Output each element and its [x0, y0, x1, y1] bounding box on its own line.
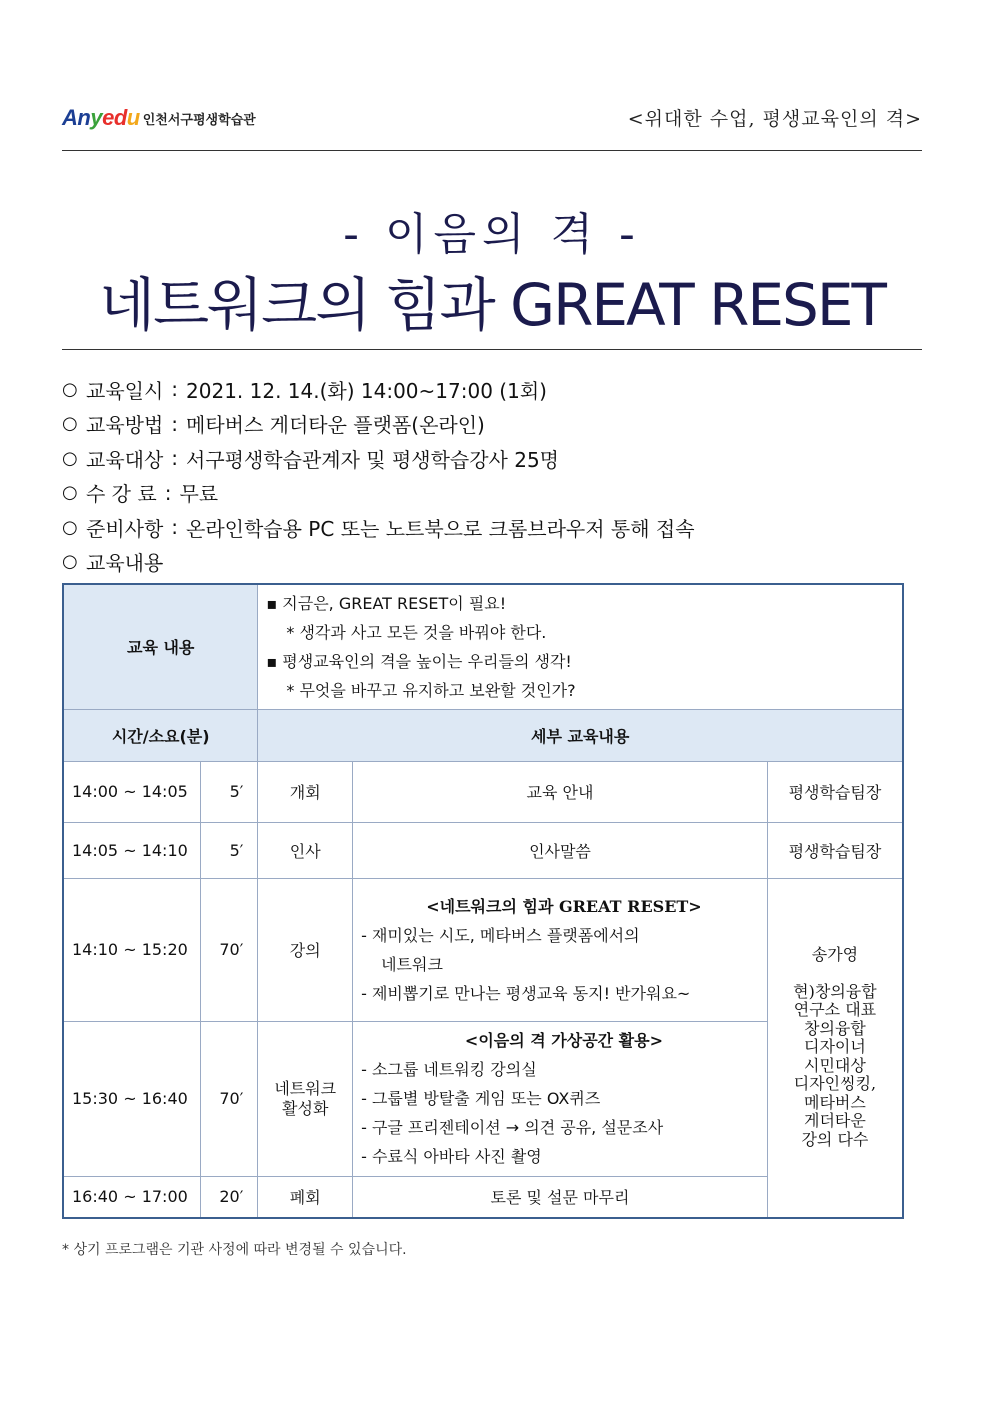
circle-bullet-icon: ○: [62, 447, 78, 469]
detail-cell: <네트워크의 힘과 GREAT RESET> - 재미있는 시도, 메타버스 플랫폼에서의 네트워크 - 제비뽑기로 만나는 평생교육 동지! 반가워요~: [353, 878, 768, 1021]
info-item-content: ○ 교육내용: [62, 551, 164, 576]
time-cell: 14:10 ~ 15:20: [63, 878, 201, 1021]
content-header: 교육 내용: [63, 584, 258, 709]
circle-bullet-icon: ○: [62, 551, 78, 573]
time-header: 시간/소요(분): [63, 709, 258, 761]
person-cell: 평생학습팀장: [767, 822, 903, 878]
info-item-prep: ○ 준비사항 : 온라인학습용 PC 또는 노트북으로 크롬브라우저 통해 접속: [62, 515, 695, 541]
speaker-cell: 송가영 현)창의융합 연구소 대표 창의융합 디자이너 시민대상 디자인씽킹, 메타버스 게더타운 강의 다수: [767, 878, 903, 1218]
table-row: [63, 584, 903, 709]
schedule-table: [62, 583, 904, 1219]
type-cell: 강의: [258, 878, 353, 1021]
time-cell: 16:40 ~ 17:00: [63, 1176, 201, 1218]
slogan: <위대한 수업, 평생교육인의 격>: [627, 108, 922, 130]
table-row: [63, 878, 903, 1021]
info-item-date: ○ 교육일시 : 2021. 12. 14.(화) 14:00~17:00 (1회): [62, 377, 547, 403]
detail-title: <이음의 격 가상공간 활용>: [464, 1031, 664, 1050]
minutes-cell: 70′: [201, 878, 258, 1021]
minutes-cell: 20′: [201, 1176, 258, 1218]
title-line-2: 네트워크의 힘과 GREAT RESET: [99, 271, 885, 339]
info-item-target: ○ 교육대상 : 서구평생학습관계자 및 평생학습강사 25명: [62, 446, 559, 472]
type-cell: 폐회: [258, 1176, 353, 1218]
detail-cell: <이음의 격 가상공간 활용> - 소그룹 네트워킹 강의실 - 그룹별 방탈출 게임 또는 OX퀴즈 - 구글 프리젠테이션 → 의견 공유, 설문조사 - 수료식 아바타 사진 촬영: [353, 1021, 768, 1176]
table-row: [63, 822, 903, 878]
detail-header: 세부 교육내용: [258, 709, 903, 761]
time-cell: 14:05 ~ 14:10: [63, 822, 201, 878]
minutes-cell: 70′: [201, 1021, 258, 1176]
type-cell: 인사: [258, 822, 353, 878]
table-header-row: [63, 709, 903, 761]
circle-bullet-icon: ○: [62, 378, 78, 400]
header-divider: [62, 150, 922, 151]
person-cell: 평생학습팀장: [767, 761, 903, 822]
logo-org-name: 인천서구평생학습관: [142, 113, 256, 128]
title-line-1: - 이음의 격 -: [343, 209, 641, 260]
speaker-name: 송가영: [811, 945, 859, 965]
info-item-method: ○ 교육방법 : 메타버스 게더타운 플랫폼(온라인): [62, 411, 485, 438]
circle-bullet-icon: ○: [62, 482, 78, 504]
content-summary: ▪ 지금은, GREAT RESET이 필요! * 생각과 사고 모든 것을 바꿔야 한다. ▪ 평생교육인의 격을 높이는 우리들의 생각! * 무엇을 바꾸고 유지하고 보완할 것인가?: [258, 584, 903, 709]
footnote: * 상기 프로그램은 기관 사정에 따라 변경될 수 있습니다.: [62, 1242, 407, 1258]
minutes-cell: 5′: [201, 761, 258, 822]
document-header: [62, 96, 922, 142]
circle-bullet-icon: ○: [62, 516, 78, 538]
detail-cell: 교육 안내: [353, 761, 768, 822]
title-divider: [62, 349, 922, 350]
type-cell: 네트워크 활성화: [258, 1021, 353, 1176]
time-cell: 15:30 ~ 16:40: [63, 1021, 201, 1176]
detail-cell: 토론 및 설문 마무리: [353, 1176, 768, 1218]
time-cell: 14:00 ~ 14:05: [63, 761, 201, 822]
detail-cell: 인사말씀: [353, 822, 768, 878]
anyedu-logo: [62, 106, 256, 130]
minutes-cell: 5′: [201, 822, 258, 878]
logo-wordmark: Anyedu: [62, 105, 140, 130]
info-item-fee: ○ 수 강 료 : 무료: [62, 480, 219, 507]
detail-title: <네트워크의 힘과 GREAT RESET>: [426, 896, 702, 916]
info-list: [62, 372, 922, 579]
table-row: [63, 761, 903, 822]
type-cell: 개회: [258, 761, 353, 822]
circle-bullet-icon: ○: [62, 413, 78, 435]
